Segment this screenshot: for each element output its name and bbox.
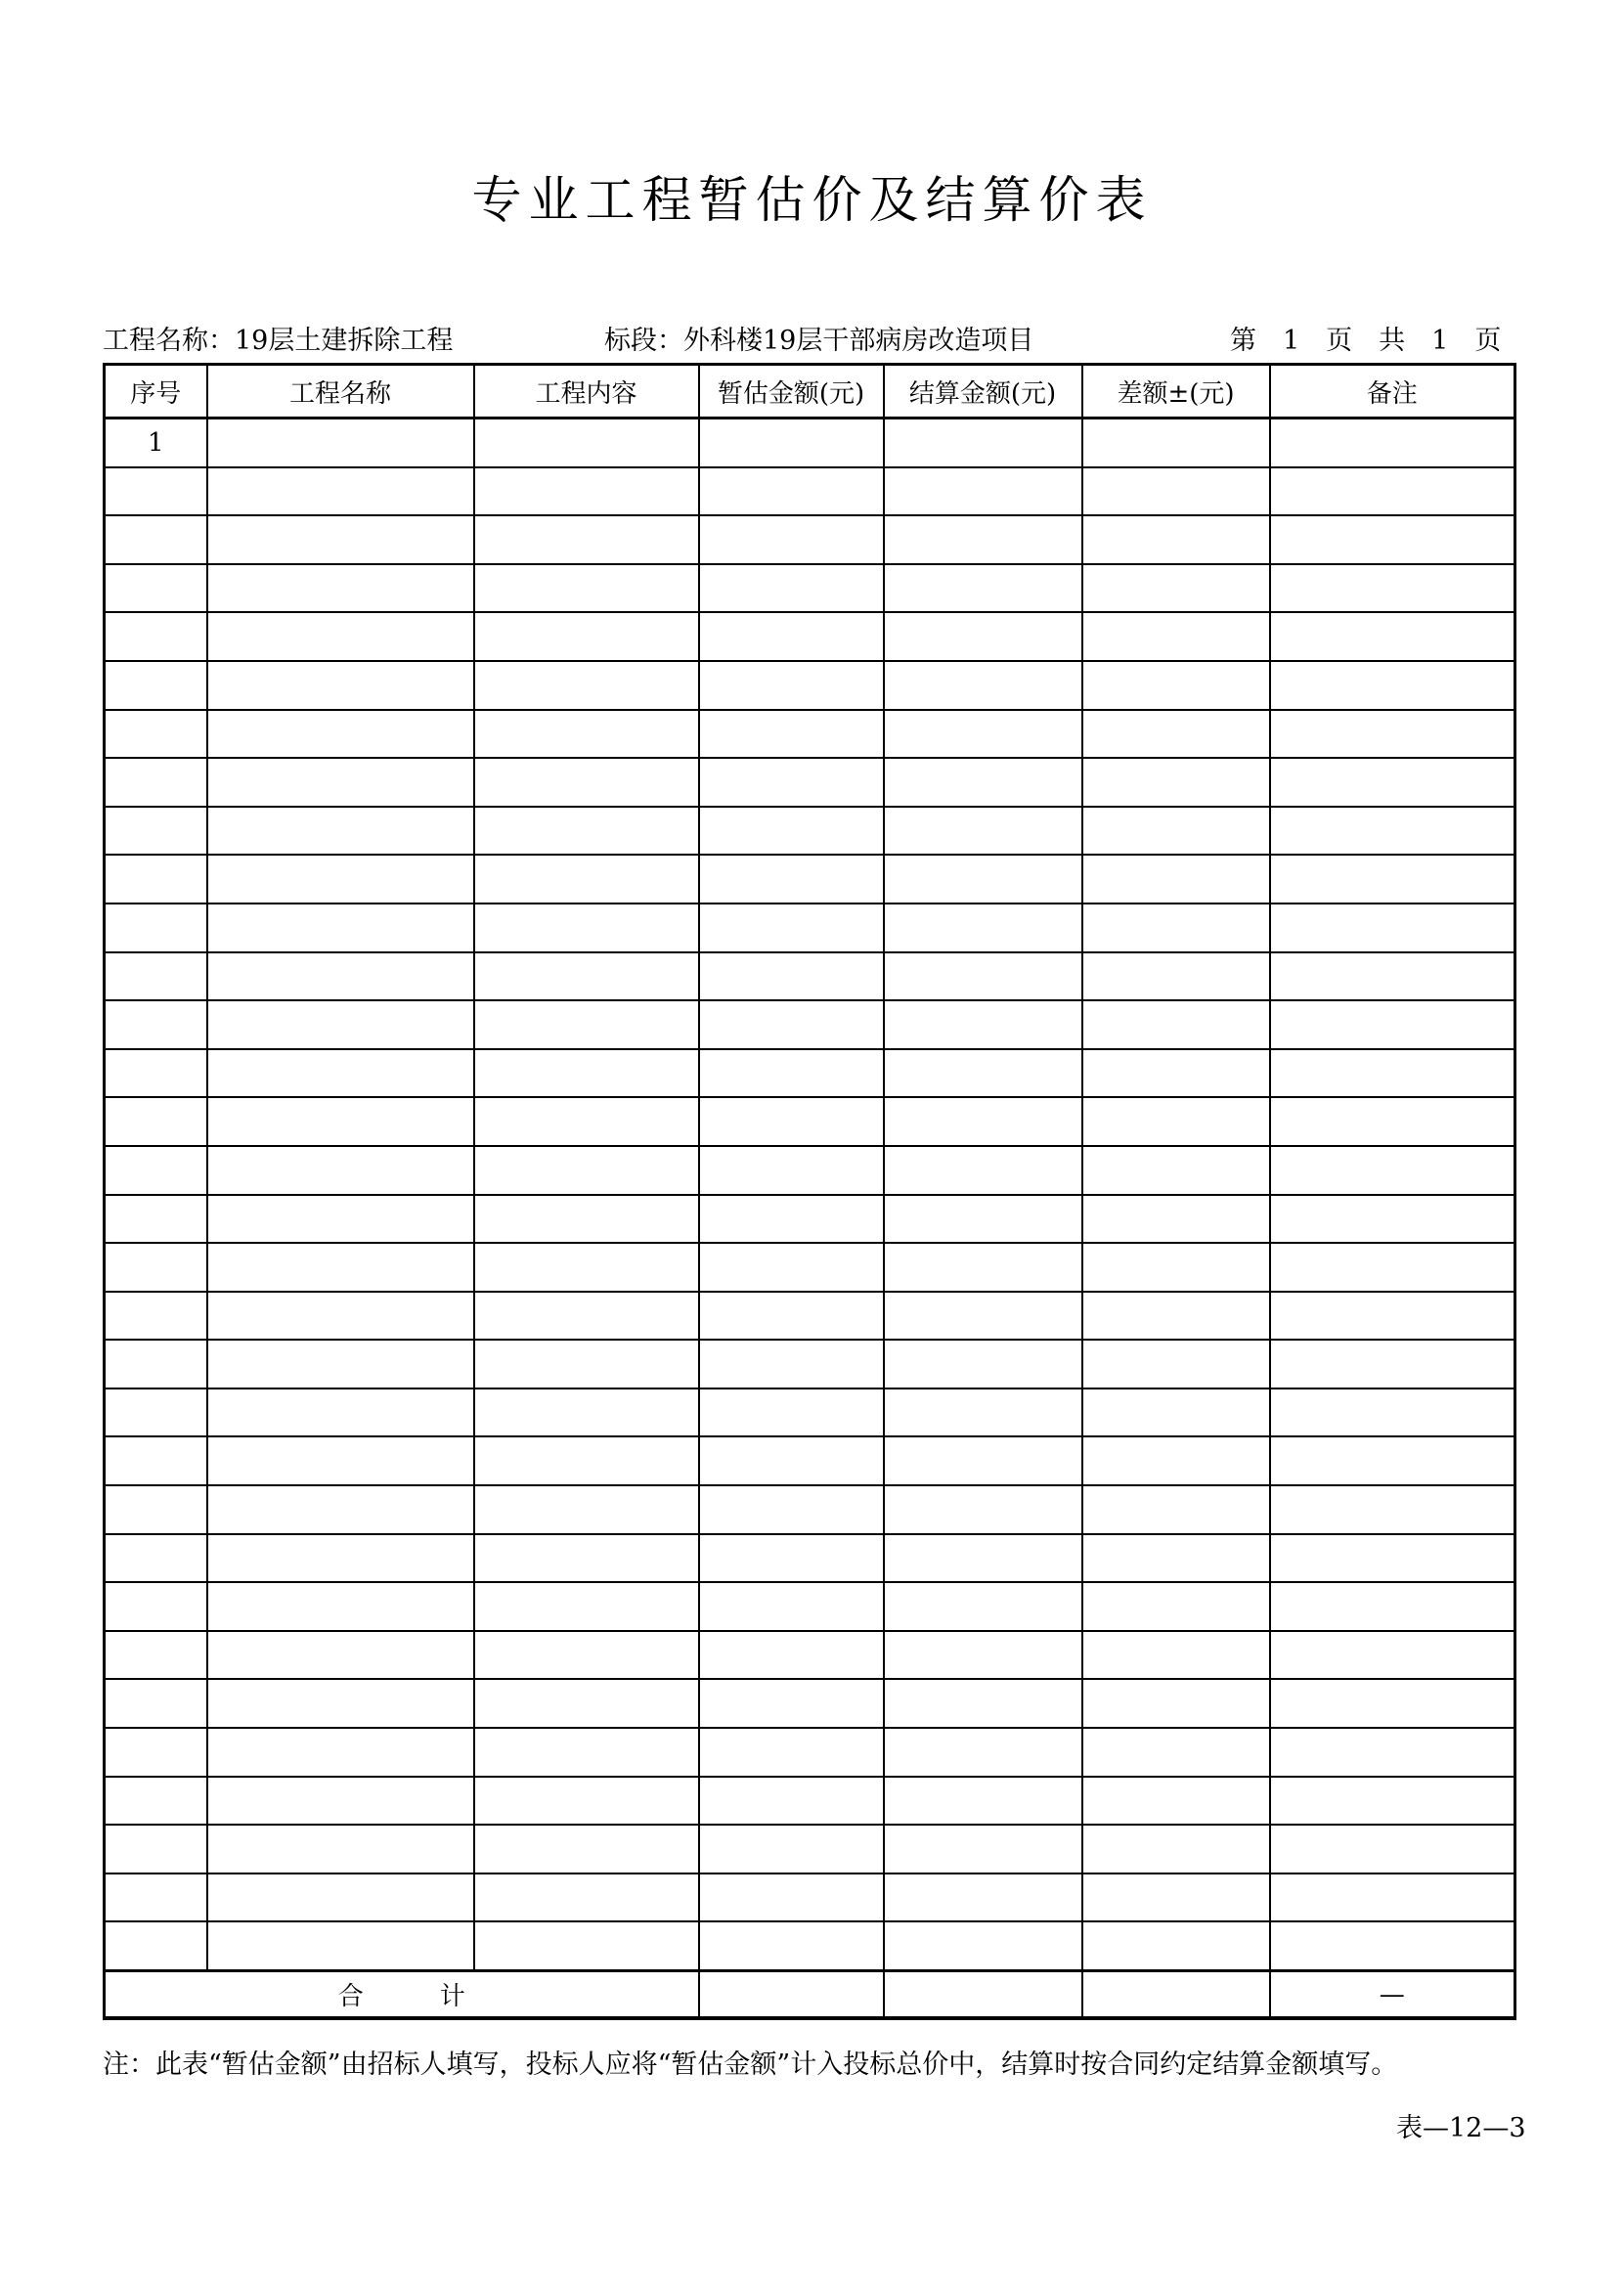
footnote: 注：此表“暂估金额”由招标人填写，投标人应将“暂估金额”计入投标总价中，结算时按合同约定结算金额填写。 <box>103 2050 1398 2080</box>
cell-remark <box>1270 1485 1515 1534</box>
cell-difference <box>1082 1728 1270 1777</box>
table-header <box>105 365 1515 419</box>
cell-settlement <box>884 710 1082 759</box>
cell-remark <box>1270 1534 1515 1583</box>
table-row <box>105 952 1515 1001</box>
cell-estimate <box>699 1097 884 1146</box>
cell-settlement <box>884 904 1082 952</box>
cell-seq <box>105 1049 207 1098</box>
cell-seq <box>105 1631 207 1680</box>
cell-content <box>474 1195 699 1244</box>
cell-difference <box>1082 661 1270 710</box>
cell-settlement <box>884 515 1082 564</box>
total-remark-cell: — <box>1270 1971 1515 2019</box>
cell-difference <box>1082 855 1270 904</box>
cell-seq <box>105 467 207 516</box>
cell-estimate <box>699 710 884 759</box>
cell-remark <box>1270 710 1515 759</box>
cell-remark <box>1270 1146 1515 1195</box>
cell-settlement <box>884 1873 1082 1922</box>
cell-remark <box>1270 1049 1515 1098</box>
cell-estimate <box>699 758 884 807</box>
cell-settlement <box>884 1728 1082 1777</box>
cell-remark <box>1270 1679 1515 1728</box>
cell-seq <box>105 1340 207 1388</box>
cell-difference <box>1082 1534 1270 1583</box>
table-row <box>105 1146 1515 1195</box>
cell-settlement <box>884 1195 1082 1244</box>
cell-estimate <box>699 904 884 952</box>
cell-seq <box>105 1582 207 1631</box>
cell-seq: 1 <box>105 419 207 467</box>
project-name-label: 工程名称： <box>103 326 235 356</box>
cell-difference <box>1082 1485 1270 1534</box>
cell-remark <box>1270 612 1515 661</box>
cell-difference <box>1082 807 1270 856</box>
cell-settlement <box>884 1049 1082 1098</box>
cell-settlement <box>884 1340 1082 1388</box>
cell-name <box>207 419 474 467</box>
cell-seq <box>105 1679 207 1728</box>
cell-difference <box>1082 1436 1270 1485</box>
cell-name <box>207 1292 474 1341</box>
cell-remark <box>1270 1631 1515 1680</box>
cell-content <box>474 661 699 710</box>
cell-estimate <box>699 1292 884 1341</box>
total-row <box>105 1971 1515 2019</box>
table-row <box>105 1340 1515 1388</box>
table-row <box>105 515 1515 564</box>
table-row <box>105 1534 1515 1583</box>
table-row <box>105 904 1515 952</box>
cell-content <box>474 1631 699 1680</box>
cell-name <box>207 1921 474 1970</box>
cell-seq <box>105 1921 207 1970</box>
cell-settlement <box>884 612 1082 661</box>
table-row <box>105 1388 1515 1437</box>
cell-settlement <box>884 419 1082 467</box>
total-label-cell: 合 计 <box>105 1971 699 2019</box>
cell-settlement <box>884 1582 1082 1631</box>
cell-name <box>207 1000 474 1049</box>
cell-content <box>474 515 699 564</box>
header-remark: 备注 <box>1270 365 1515 419</box>
cell-settlement <box>884 758 1082 807</box>
cell-name <box>207 1485 474 1534</box>
cell-content <box>474 1777 699 1826</box>
cell-settlement <box>884 1631 1082 1680</box>
cell-remark <box>1270 467 1515 516</box>
cell-content <box>474 1243 699 1292</box>
table-row <box>105 1825 1515 1873</box>
cell-remark <box>1270 515 1515 564</box>
cell-name <box>207 661 474 710</box>
cell-name <box>207 612 474 661</box>
project-name-field <box>103 322 453 361</box>
cell-content <box>474 1049 699 1098</box>
cell-content <box>474 904 699 952</box>
table-row <box>105 1873 1515 1922</box>
cell-settlement <box>884 1292 1082 1341</box>
cell-remark <box>1270 904 1515 952</box>
total-estimate-cell <box>699 1971 884 2019</box>
cell-estimate <box>699 467 884 516</box>
cell-settlement <box>884 1777 1082 1826</box>
cell-difference <box>1082 1921 1270 1970</box>
cell-remark <box>1270 1195 1515 1244</box>
cell-seq <box>105 661 207 710</box>
cell-remark <box>1270 1097 1515 1146</box>
cell-content <box>474 952 699 1001</box>
cell-estimate <box>699 807 884 856</box>
cell-name <box>207 1679 474 1728</box>
cell-difference <box>1082 1582 1270 1631</box>
cell-seq <box>105 1485 207 1534</box>
table-row <box>105 1049 1515 1098</box>
cell-remark <box>1270 661 1515 710</box>
section-value: 外科楼19层干部病房改造项目 <box>683 326 1034 356</box>
estimate-settlement-table <box>103 363 1516 2020</box>
cell-estimate <box>699 1728 884 1777</box>
cell-seq <box>105 1728 207 1777</box>
cell-settlement <box>884 1097 1082 1146</box>
cell-seq <box>105 1534 207 1583</box>
cell-difference <box>1082 515 1270 564</box>
cell-content <box>474 710 699 759</box>
cell-estimate <box>699 1485 884 1534</box>
cell-difference <box>1082 1388 1270 1437</box>
cell-settlement <box>884 1000 1082 1049</box>
cell-estimate <box>699 1873 884 1922</box>
table-row <box>105 1728 1515 1777</box>
cell-name <box>207 1728 474 1777</box>
cell-difference <box>1082 1825 1270 1873</box>
cell-difference <box>1082 612 1270 661</box>
cell-settlement <box>884 1534 1082 1583</box>
cell-name <box>207 1534 474 1583</box>
table-row <box>105 710 1515 759</box>
cell-settlement <box>884 1146 1082 1195</box>
table-row <box>105 467 1515 516</box>
header-settlement: 结算金额(元) <box>884 365 1082 419</box>
cell-remark <box>1270 1728 1515 1777</box>
cell-content <box>474 1873 699 1922</box>
cell-name <box>207 807 474 856</box>
cell-seq <box>105 1243 207 1292</box>
cell-content <box>474 467 699 516</box>
cell-difference <box>1082 1777 1270 1826</box>
cell-estimate <box>699 661 884 710</box>
cell-content <box>474 419 699 467</box>
cell-name <box>207 1388 474 1437</box>
cell-remark <box>1270 855 1515 904</box>
cell-difference <box>1082 1292 1270 1341</box>
cell-name <box>207 1873 474 1922</box>
cell-content <box>474 564 699 613</box>
cell-estimate <box>699 515 884 564</box>
cell-settlement <box>884 467 1082 516</box>
cell-remark <box>1270 1436 1515 1485</box>
cell-remark <box>1270 952 1515 1001</box>
cell-content <box>474 1097 699 1146</box>
cell-estimate <box>699 1195 884 1244</box>
cell-settlement <box>884 1485 1082 1534</box>
cell-seq <box>105 952 207 1001</box>
cell-content <box>474 1921 699 1970</box>
cell-content <box>474 758 699 807</box>
cell-content <box>474 1825 699 1873</box>
cell-name <box>207 1243 474 1292</box>
cell-name <box>207 1097 474 1146</box>
cell-seq <box>105 758 207 807</box>
cell-content <box>474 1388 699 1437</box>
cell-difference <box>1082 1195 1270 1244</box>
cell-remark <box>1270 758 1515 807</box>
cell-name <box>207 515 474 564</box>
cell-remark <box>1270 1000 1515 1049</box>
cell-seq <box>105 564 207 613</box>
cell-seq <box>105 1000 207 1049</box>
cell-content <box>474 612 699 661</box>
cell-estimate <box>699 1388 884 1437</box>
cell-estimate <box>699 1146 884 1195</box>
header-name: 工程名称 <box>207 365 474 419</box>
cell-name <box>207 1436 474 1485</box>
cell-content <box>474 1728 699 1777</box>
table-row <box>105 1777 1515 1826</box>
table-row <box>105 1195 1515 1244</box>
cell-name <box>207 904 474 952</box>
cell-remark <box>1270 564 1515 613</box>
header-content: 工程内容 <box>474 365 699 419</box>
cell-remark <box>1270 419 1515 467</box>
info-bar <box>0 322 1624 361</box>
cell-name <box>207 1340 474 1388</box>
cell-content <box>474 1292 699 1341</box>
header-estimate: 暂估金额(元) <box>699 365 884 419</box>
cell-content <box>474 1436 699 1485</box>
cell-settlement <box>884 661 1082 710</box>
form-code: 表—12—3 <box>1396 2113 1526 2143</box>
cell-seq <box>105 1777 207 1826</box>
header-difference: 差额±(元) <box>1082 365 1270 419</box>
table-row <box>105 758 1515 807</box>
cell-difference <box>1082 1146 1270 1195</box>
cell-content <box>474 855 699 904</box>
cell-estimate <box>699 1921 884 1970</box>
cell-settlement <box>884 1388 1082 1437</box>
cell-settlement <box>884 807 1082 856</box>
cell-settlement <box>884 1825 1082 1873</box>
cell-content <box>474 807 699 856</box>
cell-name <box>207 1582 474 1631</box>
cell-difference <box>1082 758 1270 807</box>
cell-name <box>207 758 474 807</box>
cell-content <box>474 1000 699 1049</box>
cell-estimate <box>699 855 884 904</box>
table-row <box>105 612 1515 661</box>
project-name-value: 19层土建拆除工程 <box>235 326 454 356</box>
table-row <box>105 419 1515 467</box>
table-row <box>105 1485 1515 1534</box>
cell-name <box>207 855 474 904</box>
cell-estimate <box>699 1049 884 1098</box>
cell-content <box>474 1534 699 1583</box>
cell-seq <box>105 1292 207 1341</box>
cell-seq <box>105 855 207 904</box>
cell-content <box>474 1146 699 1195</box>
table-row <box>105 855 1515 904</box>
cell-remark <box>1270 1582 1515 1631</box>
cell-content <box>474 1582 699 1631</box>
total-settlement-cell <box>884 1971 1082 2019</box>
cell-difference <box>1082 1679 1270 1728</box>
cell-estimate <box>699 1243 884 1292</box>
cell-remark <box>1270 1340 1515 1388</box>
cell-difference <box>1082 1049 1270 1098</box>
table-row <box>105 1582 1515 1631</box>
table-row <box>105 564 1515 613</box>
cell-difference <box>1082 1000 1270 1049</box>
cell-name <box>207 467 474 516</box>
page-title: 专业工程暂估价及结算价表 <box>471 172 1153 230</box>
cell-difference <box>1082 1631 1270 1680</box>
cell-remark <box>1270 1292 1515 1341</box>
cell-settlement <box>884 1921 1082 1970</box>
cell-seq <box>105 807 207 856</box>
cell-settlement <box>884 952 1082 1001</box>
cell-estimate <box>699 564 884 613</box>
cell-seq <box>105 1388 207 1437</box>
cell-difference <box>1082 1097 1270 1146</box>
total-difference-cell <box>1082 1971 1270 2019</box>
cell-seq <box>105 1195 207 1244</box>
cell-difference <box>1082 1873 1270 1922</box>
cell-seq <box>105 515 207 564</box>
cell-difference <box>1082 1340 1270 1388</box>
header-row <box>105 365 1515 419</box>
table-row <box>105 1097 1515 1146</box>
cell-estimate <box>699 1436 884 1485</box>
table-row <box>105 1243 1515 1292</box>
cell-remark <box>1270 1921 1515 1970</box>
cell-name <box>207 1631 474 1680</box>
cell-estimate <box>699 1534 884 1583</box>
header-seq: 序号 <box>105 365 207 419</box>
cell-settlement <box>884 564 1082 613</box>
cell-estimate <box>699 612 884 661</box>
cell-difference <box>1082 952 1270 1001</box>
cell-name <box>207 710 474 759</box>
cell-seq <box>105 1436 207 1485</box>
table-row <box>105 661 1515 710</box>
table-row <box>105 1436 1515 1485</box>
cell-estimate <box>699 1000 884 1049</box>
section-label: 标段： <box>604 326 683 356</box>
cell-settlement <box>884 1243 1082 1292</box>
cell-name <box>207 1049 474 1098</box>
cell-remark <box>1270 1243 1515 1292</box>
cell-seq <box>105 612 207 661</box>
cell-estimate <box>699 952 884 1001</box>
cell-difference <box>1082 564 1270 613</box>
section-field <box>604 322 1033 361</box>
cell-difference <box>1082 904 1270 952</box>
cell-seq <box>105 1873 207 1922</box>
cell-remark <box>1270 1388 1515 1437</box>
cell-seq <box>105 1146 207 1195</box>
cell-difference <box>1082 419 1270 467</box>
table-row <box>105 1000 1515 1049</box>
cell-estimate <box>699 1825 884 1873</box>
cell-remark <box>1270 807 1515 856</box>
cell-content <box>474 1485 699 1534</box>
cell-remark <box>1270 1873 1515 1922</box>
cell-content <box>474 1679 699 1728</box>
cell-difference <box>1082 710 1270 759</box>
cell-content <box>474 1340 699 1388</box>
cell-estimate <box>699 1340 884 1388</box>
cell-seq <box>105 710 207 759</box>
table-body <box>105 419 1515 1971</box>
pagination-text: 第 1 页 共 1 页 <box>1230 326 1502 356</box>
cell-seq <box>105 904 207 952</box>
cell-settlement <box>884 1436 1082 1485</box>
table-row <box>105 1679 1515 1728</box>
cell-estimate <box>699 1582 884 1631</box>
cell-seq <box>105 1825 207 1873</box>
table-row <box>105 1292 1515 1341</box>
table-row <box>105 807 1515 856</box>
cell-estimate <box>699 1679 884 1728</box>
cell-name <box>207 1825 474 1873</box>
table-footer <box>105 1971 1515 2019</box>
cell-name <box>207 1777 474 1826</box>
cell-remark <box>1270 1825 1515 1873</box>
cell-settlement <box>884 855 1082 904</box>
cell-estimate <box>699 419 884 467</box>
cell-seq <box>105 1097 207 1146</box>
cell-name <box>207 952 474 1001</box>
cell-difference <box>1082 1243 1270 1292</box>
cell-estimate <box>699 1631 884 1680</box>
cell-name <box>207 1146 474 1195</box>
cell-settlement <box>884 1679 1082 1728</box>
table-row <box>105 1921 1515 1970</box>
cell-name <box>207 564 474 613</box>
table-row <box>105 1631 1515 1680</box>
cell-difference <box>1082 467 1270 516</box>
cell-name <box>207 1195 474 1244</box>
cell-estimate <box>699 1777 884 1826</box>
cell-remark <box>1270 1777 1515 1826</box>
